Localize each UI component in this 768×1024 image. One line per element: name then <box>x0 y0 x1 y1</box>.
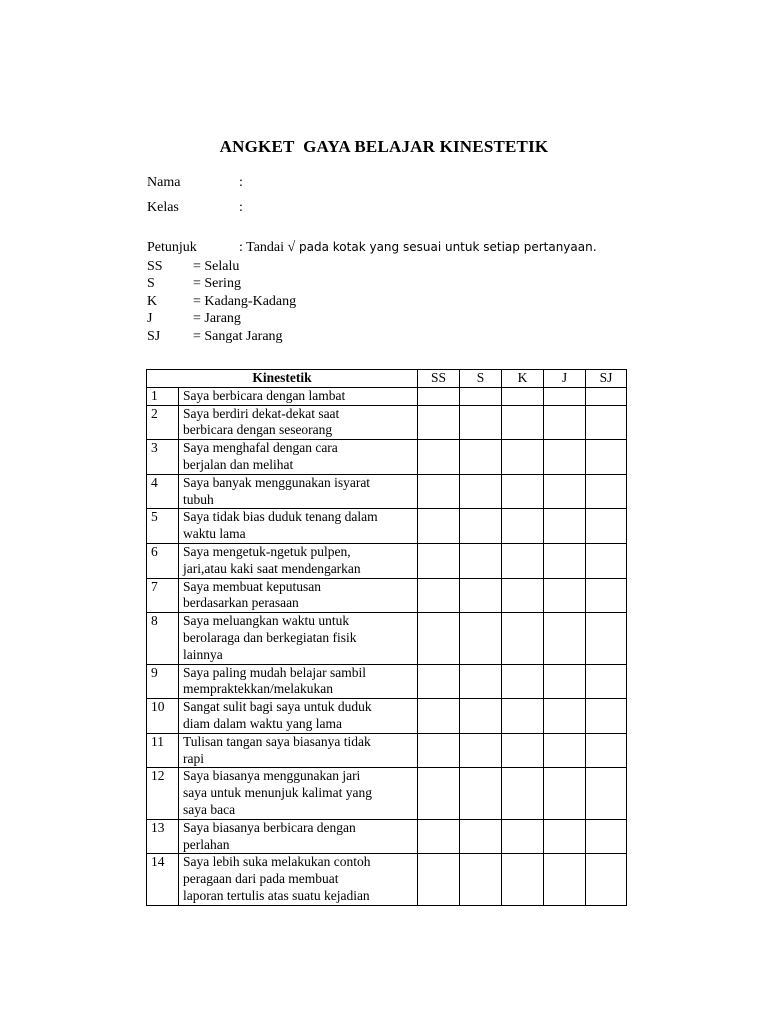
question-line: lainnya <box>183 646 223 662</box>
table-row <box>147 854 627 905</box>
answer-cell-j[interactable] <box>544 664 586 699</box>
answer-cell-sj[interactable] <box>586 699 627 734</box>
question-line: Saya banyak menggunakan isyarat <box>183 474 371 490</box>
question-line: diam dalam waktu yang lama <box>183 715 342 731</box>
answer-cell-sj[interactable] <box>586 405 627 440</box>
table-row <box>147 578 627 613</box>
kelas-field <box>147 200 243 216</box>
answer-cell-j[interactable] <box>544 819 586 854</box>
question-line: berdasarkan perasaan <box>183 595 299 611</box>
question-text <box>179 613 418 664</box>
answer-cell-j[interactable] <box>544 387 586 405</box>
document-title: ANGKET GAYA BELAJAR KINESTETIK <box>219 137 549 156</box>
answer-cell-k[interactable] <box>502 613 544 664</box>
question-line: berjalan dan melihat <box>183 456 294 472</box>
table-row <box>147 387 627 405</box>
row-number: 6 <box>147 543 179 578</box>
question-line: Saya menghafal dengan cara <box>183 440 338 456</box>
answer-cell-k[interactable] <box>502 854 544 905</box>
answer-cell-sj[interactable] <box>586 613 627 664</box>
question-text <box>179 474 418 509</box>
question-line: berolaraga dan berkegiatan fisik <box>183 629 357 645</box>
question-line: Sangat sulit bagi saya untuk duduk <box>183 699 372 715</box>
question-line: saya untuk menunjuk kalimat yang <box>183 785 372 801</box>
row-number: 14 <box>147 854 179 905</box>
answer-cell-k[interactable] <box>502 578 544 613</box>
legend-item <box>147 310 296 327</box>
answer-cell-k[interactable] <box>502 768 544 819</box>
table-row <box>147 543 627 578</box>
answer-cell-s[interactable] <box>460 543 502 578</box>
answer-cell-j[interactable] <box>544 733 586 768</box>
question-text <box>179 733 418 768</box>
question-text <box>179 768 418 819</box>
answer-cell-sj[interactable] <box>586 664 627 699</box>
petunjuk-label: Petunjuk <box>147 240 197 255</box>
row-number: 7 <box>147 578 179 613</box>
answer-cell-s[interactable] <box>460 699 502 734</box>
answer-cell-s[interactable] <box>460 819 502 854</box>
question-line: jari,atau kaki saat mendengarkan <box>183 560 361 576</box>
table-row <box>147 440 627 475</box>
row-number: 9 <box>147 664 179 699</box>
answer-cell-ss[interactable] <box>418 578 460 613</box>
answer-cell-j[interactable] <box>544 768 586 819</box>
question-text <box>179 664 418 699</box>
answer-cell-sj[interactable] <box>586 440 627 475</box>
row-number: 13 <box>147 819 179 854</box>
answer-cell-k[interactable] <box>502 543 544 578</box>
question-text <box>179 543 418 578</box>
question-text <box>179 819 418 854</box>
legend-code: K <box>147 293 158 309</box>
answer-cell-sj[interactable] <box>586 509 627 544</box>
answer-cell-k[interactable] <box>502 405 544 440</box>
row-number: 10 <box>147 699 179 734</box>
legend-item <box>147 275 296 292</box>
answer-cell-k[interactable] <box>502 509 544 544</box>
legend-meaning: = Selalu <box>193 259 240 274</box>
question-line: Saya berdiri dekat-dekat saat <box>183 405 340 421</box>
row-number: 12 <box>147 768 179 819</box>
answer-cell-ss[interactable] <box>418 474 460 509</box>
table-row <box>147 819 627 854</box>
table-row <box>147 613 627 664</box>
table-row <box>147 699 627 734</box>
question-line: Saya tidak bias duduk tenang dalam <box>183 509 378 525</box>
petunjuk-text: pada kotak yang sesuai untuk setiap pertanyaan. <box>295 240 597 254</box>
question-line: Saya berbicara dengan lambat <box>183 387 346 403</box>
legend-code: S <box>147 276 155 292</box>
legend-code: SJ <box>147 328 161 344</box>
answer-cell-ss[interactable] <box>418 387 460 405</box>
question-text <box>179 578 418 613</box>
answer-cell-ss[interactable] <box>418 509 460 544</box>
question-line: Saya mengetuk-ngetuk pulpen, <box>183 543 351 559</box>
question-line: Saya biasanya menggunakan jari <box>183 768 361 784</box>
legend-meaning: = Kadang-Kadang <box>193 293 297 309</box>
kelas-separator: : <box>239 200 243 215</box>
answer-cell-s[interactable] <box>460 733 502 768</box>
question-line: Saya meluangkan waktu untuk <box>183 613 350 629</box>
question-line: Saya membuat keputusan <box>183 578 321 594</box>
answer-cell-ss[interactable] <box>418 664 460 699</box>
answer-cell-s[interactable] <box>460 578 502 613</box>
answer-cell-ss[interactable] <box>418 768 460 819</box>
answer-cell-k[interactable] <box>502 387 544 405</box>
answer-cell-j[interactable] <box>544 578 586 613</box>
answer-cell-s[interactable] <box>460 664 502 699</box>
answer-cell-j[interactable] <box>544 405 586 440</box>
answer-cell-s[interactable] <box>460 405 502 440</box>
question-line: Tulisan tangan saya biasanya tidak <box>183 733 371 749</box>
answer-cell-sj[interactable] <box>586 733 627 768</box>
answer-cell-s[interactable] <box>460 440 502 475</box>
header-ss: SS <box>418 370 460 388</box>
question-line: laporan tertulis atas suatu kejadian <box>183 887 370 903</box>
table-row <box>147 509 627 544</box>
answer-legend <box>147 258 296 345</box>
answer-cell-ss[interactable] <box>418 733 460 768</box>
legend-item <box>147 328 296 345</box>
answer-cell-s[interactable] <box>460 387 502 405</box>
question-line: saya baca <box>183 801 236 817</box>
question-text <box>179 405 418 440</box>
nama-field <box>147 175 243 191</box>
question-line: berbicara dengan seseorang <box>183 422 333 438</box>
answer-cell-ss[interactable] <box>418 440 460 475</box>
answer-cell-j[interactable] <box>544 699 586 734</box>
question-line: Saya biasanya berbicara dengan <box>183 819 356 835</box>
question-line: mempraktekkan/melakukan <box>183 681 333 697</box>
answer-cell-sj[interactable] <box>586 474 627 509</box>
question-line: tubuh <box>183 491 214 507</box>
answer-cell-sj[interactable] <box>586 578 627 613</box>
answer-cell-s[interactable] <box>460 768 502 819</box>
question-line: peragaan dari pada membuat <box>183 871 339 887</box>
answer-cell-k[interactable] <box>502 664 544 699</box>
header-sj: SJ <box>586 370 627 388</box>
answer-cell-ss[interactable] <box>418 405 460 440</box>
answer-cell-j[interactable] <box>544 509 586 544</box>
row-number: 8 <box>147 613 179 664</box>
row-number: 3 <box>147 440 179 475</box>
check-mark-icon: √ <box>287 240 296 255</box>
table-row <box>147 733 627 768</box>
answer-cell-k[interactable] <box>502 733 544 768</box>
answer-cell-sj[interactable] <box>586 387 627 405</box>
row-number: 5 <box>147 509 179 544</box>
answer-cell-sj[interactable] <box>586 768 627 819</box>
answer-cell-j[interactable] <box>544 854 586 905</box>
question-line: Saya paling mudah belajar sambil <box>183 664 366 680</box>
legend-code: J <box>147 311 153 327</box>
answer-cell-j[interactable] <box>544 613 586 664</box>
row-number: 4 <box>147 474 179 509</box>
answer-cell-ss[interactable] <box>418 613 460 664</box>
legend-meaning: = Jarang <box>193 311 241 327</box>
answer-cell-s[interactable] <box>460 613 502 664</box>
answer-cell-j[interactable] <box>544 474 586 509</box>
question-text <box>179 440 418 475</box>
instructions <box>147 240 597 256</box>
answer-cell-ss[interactable] <box>418 854 460 905</box>
legend-item <box>147 293 296 310</box>
row-number: 2 <box>147 405 179 440</box>
table-row <box>147 768 627 819</box>
answer-cell-sj[interactable] <box>586 854 627 905</box>
question-text <box>179 509 418 544</box>
answer-cell-ss[interactable] <box>418 819 460 854</box>
answer-cell-ss[interactable] <box>418 543 460 578</box>
question-text <box>179 387 418 405</box>
nama-label: Nama <box>147 175 181 190</box>
header-j: J <box>544 370 586 388</box>
row-number: 1 <box>147 387 179 405</box>
header-kinestetik: Kinestetik <box>147 370 418 388</box>
answer-cell-j[interactable] <box>544 543 586 578</box>
questionnaire-table <box>146 369 627 906</box>
row-number: 11 <box>147 733 179 768</box>
answer-cell-k[interactable] <box>502 440 544 475</box>
answer-cell-j[interactable] <box>544 440 586 475</box>
answer-cell-k[interactable] <box>502 819 544 854</box>
legend-item <box>147 258 296 275</box>
answer-cell-s[interactable] <box>460 854 502 905</box>
answer-cell-sj[interactable] <box>586 819 627 854</box>
question-line: rapi <box>183 750 204 766</box>
answer-cell-sj[interactable] <box>586 543 627 578</box>
table-header-row <box>147 370 627 388</box>
question-text <box>179 854 418 905</box>
table-row <box>147 664 627 699</box>
table-row <box>147 405 627 440</box>
answer-cell-k[interactable] <box>502 474 544 509</box>
table-row <box>147 474 627 509</box>
question-line: perlahan <box>183 836 230 852</box>
answer-cell-ss[interactable] <box>418 699 460 734</box>
petunjuk-prefix: : Tandai <box>239 240 285 255</box>
answer-cell-s[interactable] <box>460 509 502 544</box>
answer-cell-k[interactable] <box>502 699 544 734</box>
header-k: K <box>502 370 544 388</box>
legend-meaning: = Sangat Jarang <box>193 328 283 344</box>
kelas-label: Kelas <box>147 200 179 215</box>
question-line: waktu lama <box>183 526 246 542</box>
question-text <box>179 699 418 734</box>
legend-meaning: = Sering <box>193 276 241 292</box>
answer-cell-s[interactable] <box>460 474 502 509</box>
legend-code: SS <box>147 259 163 274</box>
nama-separator: : <box>239 175 243 190</box>
header-s: S <box>460 370 502 388</box>
question-line: Saya lebih suka melakukan contoh <box>183 854 371 870</box>
